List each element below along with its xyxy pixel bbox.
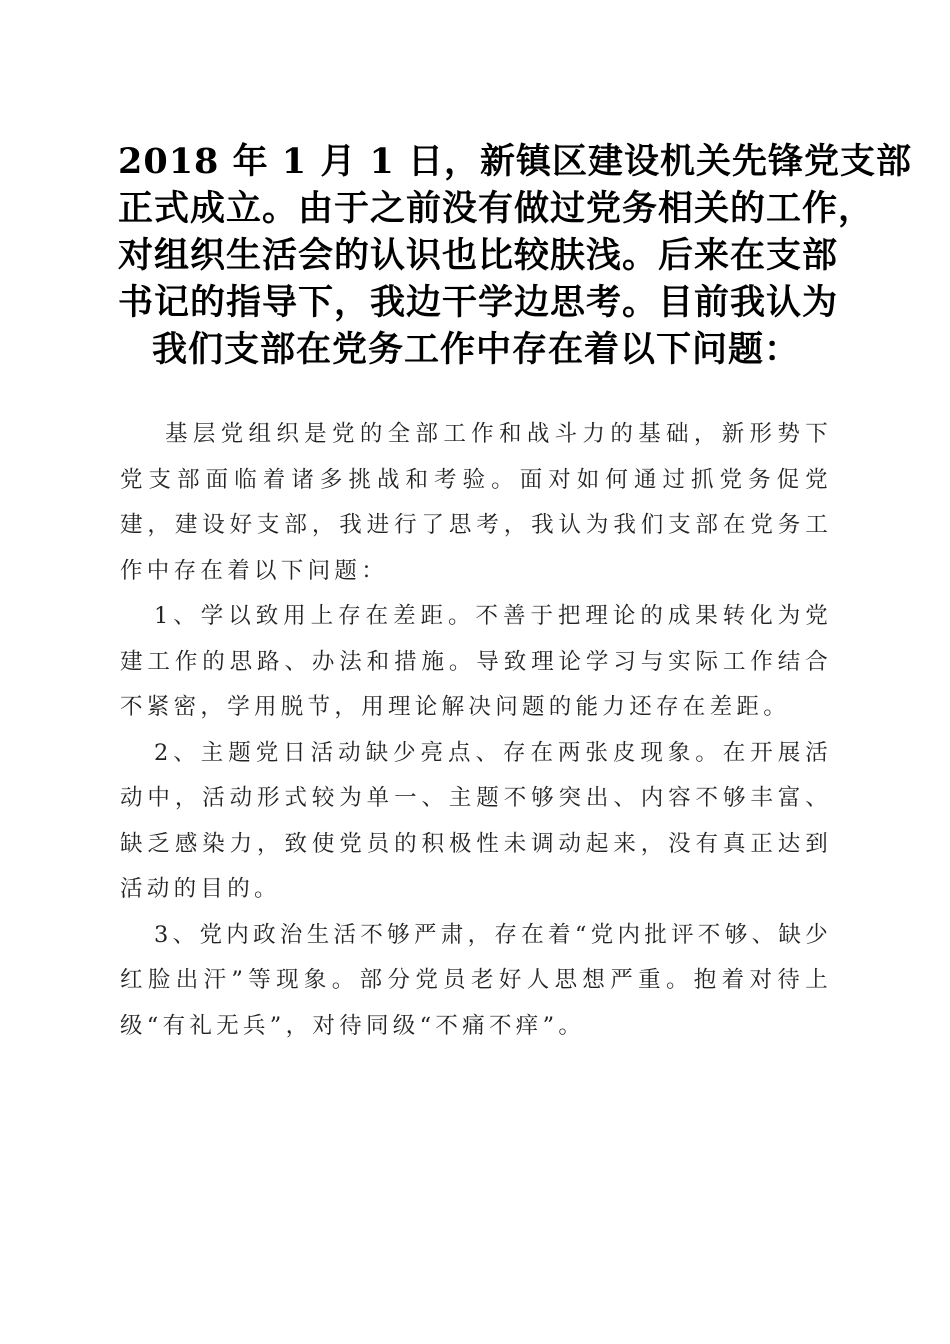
title-line: 对组织生活会的认识也比较肤浅。后来在支部 xyxy=(118,235,839,276)
issue-paragraph: 2、主题党日活动缺少亮点、存在两张皮现象。在开展活动中，活动形式较为单一、主题不够突出、内容不够丰富、缺乏感染力，致使党员的积极性未调动起来，没有真正达到活动的目的。 xyxy=(120,739,832,902)
document-title xyxy=(118,138,913,373)
title-line: 书记的指导下，我边干学边思考。目前我认为 xyxy=(118,282,839,323)
issue-paragraph: 1、学以致用上存在差距。不善于把理论的成果转化为党建工作的思路、办法和措施。导致理论学习与实际工作结合不紧密，学用脱节，用理论解决问题的能力还存在差距。 xyxy=(120,603,832,720)
issue-paragraph: 3、党内政治生活不够严肃，存在着“党内批评不够、缺少红脸出汗”等现象。部分党员老好人思想严重。抱着对待上级“有礼无兵”，对待同级“不痛不痒”。 xyxy=(120,921,832,1039)
title-line: 我们支部在党务工作中存在着以下问题： xyxy=(152,329,801,370)
title-line: 2018 年 1 月 1 日，新镇区建设机关先锋党支部 xyxy=(118,141,913,182)
intro-paragraph: 基层党组织是党的全部工作和战斗力的基础，新形势下党支部面临着诸多挑战和考验。面对如何通过抓党务促党建，建设好支部，我进行了思考，我认为我们支部在党务工作中存在着以下问题： xyxy=(120,421,832,584)
title-line: 正式成立。由于之前没有做过党务相关的工作， xyxy=(118,188,875,229)
document-body xyxy=(120,412,832,1049)
